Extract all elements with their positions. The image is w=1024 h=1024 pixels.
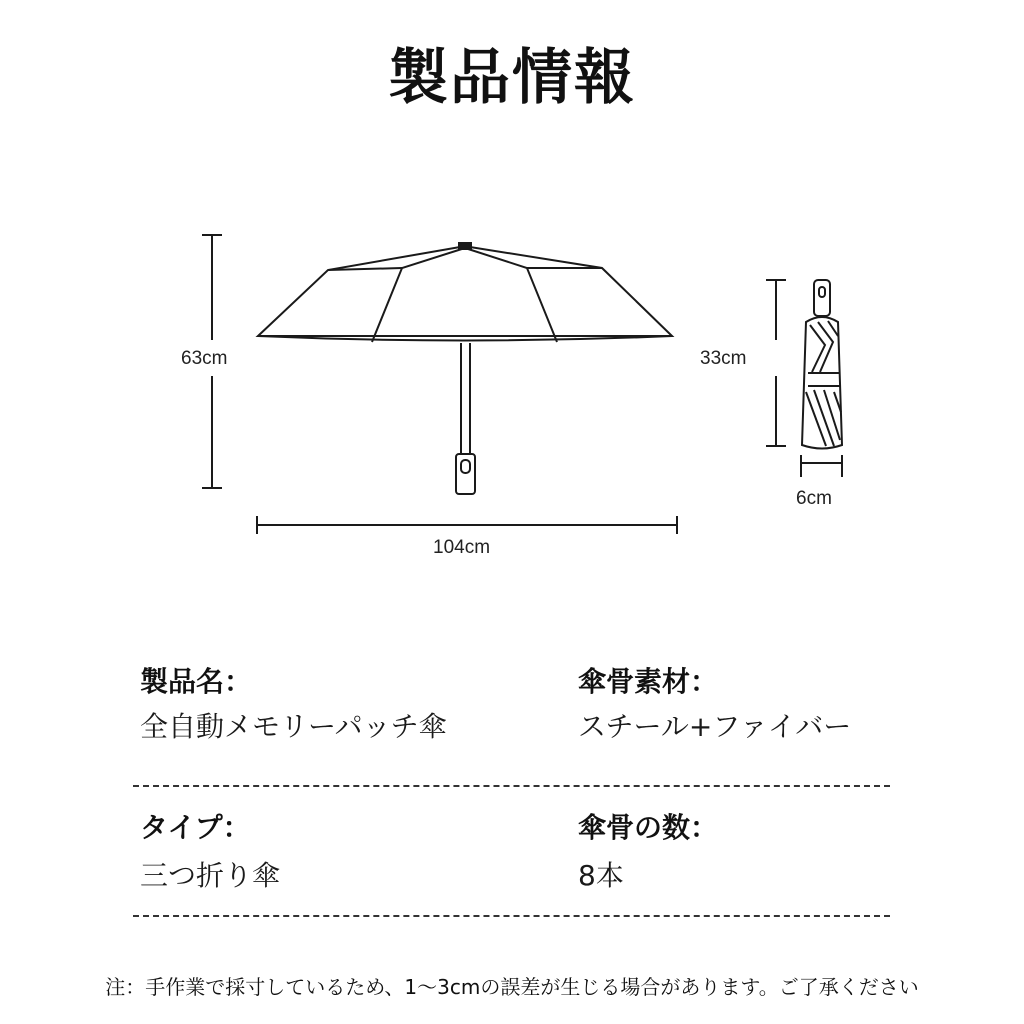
measurement-note: 注：手作業で採寸しているため、1～3cmの誤差が生じる場合があります。ご了承ください <box>105 975 919 999</box>
folded-width-label: 6cm <box>796 488 832 509</box>
open-umbrella-icon <box>258 243 672 494</box>
product-name-label: 製品名： <box>140 665 253 698</box>
open-height-label: 63cm <box>181 348 228 369</box>
folded-length-label: 33cm <box>700 348 747 369</box>
divider <box>133 915 890 917</box>
folded-umbrella-icon <box>802 280 842 449</box>
type-value: 三つ折り傘 <box>140 859 281 892</box>
divider <box>133 785 890 787</box>
type-label: タイプ： <box>140 811 251 844</box>
product-name-value: 全自動メモリーパッチ傘 <box>140 710 447 743</box>
width-dimension-line <box>257 516 677 534</box>
rib-count-label: 傘骨の数： <box>578 811 719 844</box>
folded-length-dimension-line <box>766 280 786 446</box>
open-width-label: 104cm <box>433 537 491 558</box>
page-title: 製品情報 <box>388 43 636 113</box>
frame-material-value: スチール+ファイバー <box>578 710 852 743</box>
folded-width-dimension-line <box>801 455 842 477</box>
frame-material-label: 傘骨素材： <box>578 665 719 698</box>
rib-count-value: 8本 <box>578 859 624 892</box>
